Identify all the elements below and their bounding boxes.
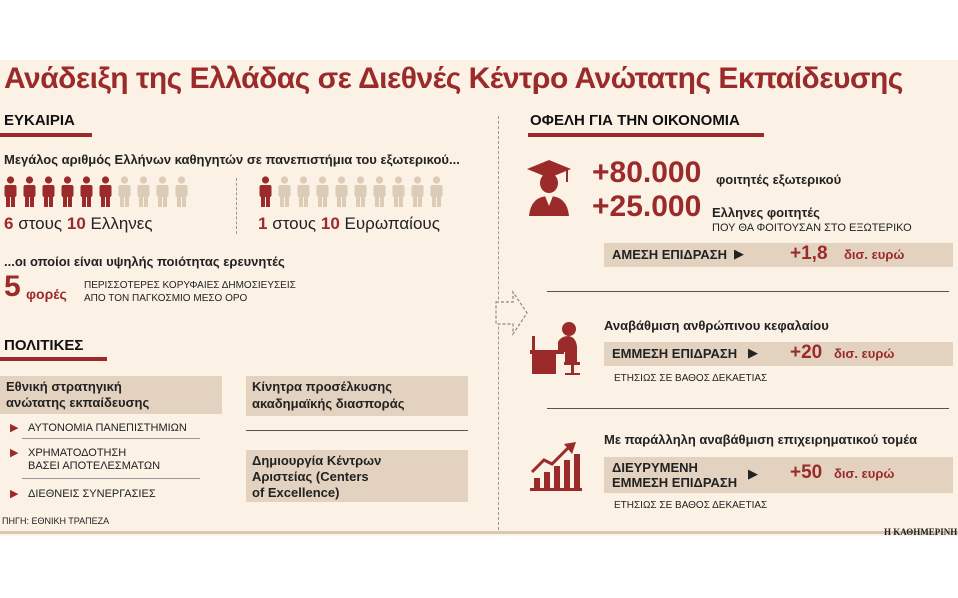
direct-impact-unit: δισ. ευρώ (844, 247, 905, 262)
direct-impact-value: +1,8 (790, 243, 828, 264)
section-heading-ofeli: ΟΦΕΛΗ ΓΙΑ ΤΗΝ ΟΙΚΟΝΟΜΙΑ (530, 112, 740, 129)
person-highlighted-icon (3, 176, 18, 208)
europeans-label: Ευρωπαίους (344, 214, 440, 233)
researchers-text: ...οι οποίοι είναι υψηλής ποιότητας ερευνητές (4, 254, 285, 269)
person-highlighted-icon (41, 176, 56, 208)
page-title: Ανάδειξη της Ελλάδας σε Διεθνές Κέντρο Ανώτατης Εκπαίδευσης (4, 62, 903, 95)
policy-item-autonomy: ΑΥΤΟΝΟΜΙΑ ΠΑΝΕΠΙΣΤΗΜΙΩΝ (28, 422, 187, 434)
section-heading-eykairia: ΕΥΚΑΙΡΙΑ (4, 112, 75, 129)
human-capital-title: Αναβάθμιση ανθρώπινου κεφαλαίου (604, 318, 829, 333)
person-icon (353, 176, 368, 208)
greeks-mid: στους (18, 214, 63, 233)
foreign-students-num: +80.000 (592, 156, 702, 189)
source-note: ΠΗΓΗ: ΕΘΝΙΚΗ ΤΡΑΠΕΖΑ (2, 516, 110, 526)
policy-item-funding-line2: ΒΑΣΕΙ ΑΠΟΤΕΛΕΣΜΑΤΩΝ (28, 460, 161, 472)
person-icon (174, 176, 189, 208)
impact-arrow-icon: ▶ (748, 466, 758, 481)
ofeli-divider (547, 408, 949, 409)
person-highlighted-icon (22, 176, 37, 208)
greeks-label: Ελληνες (90, 214, 153, 233)
growth-chart-icon (530, 440, 582, 492)
europeans-people-row (258, 176, 444, 208)
person-highlighted-icon (60, 176, 75, 208)
section-rule-eykairia (0, 133, 92, 137)
extended-impact-sub: ΕΤΗΣΙΩΣ ΣΕ ΒΑΘΟΣ ΔΕΚΑΕΤΙΑΣ (614, 500, 768, 511)
desk-worker-icon (528, 318, 588, 378)
person-icon (117, 176, 132, 208)
foreign-students-label: φοιτητές εξωτερικού (716, 172, 842, 187)
person-highlighted-icon (258, 176, 273, 208)
person-highlighted-icon (79, 176, 94, 208)
policy-item-divider (22, 438, 200, 439)
europeans-num: 1 (258, 214, 268, 233)
greek-students-sub: ΠΟΥ ΘΑ ΦΟΙΤΟΥΣΑΝ ΣΤΟ ΕΞΩΤΕΡΙΚΟ (712, 222, 912, 234)
direct-impact-label: ΑΜΕΣΗ ΕΠΙΔΡΑΣΗ (612, 247, 727, 262)
extended-impact-line1: ΔΙΕΥΡΥΜΕΝΗ (612, 460, 698, 475)
politikes-divider (246, 430, 468, 431)
greek-students-num: +25.000 (592, 190, 702, 223)
greeks-ratio (4, 214, 153, 234)
person-icon (296, 176, 311, 208)
greek-students-label: Ελληνες φοιτητές (712, 205, 820, 220)
incentives-box (246, 376, 468, 416)
extended-impact-box (604, 457, 953, 493)
person-icon (410, 176, 425, 208)
indirect-impact-sub: ΕΤΗΣΙΩΣ ΣΕ ΒΑΘΟΣ ΔΕΚΑΕΤΙΑΣ (614, 373, 768, 384)
person-icon (277, 176, 292, 208)
indirect-impact-value: +20 (790, 342, 823, 363)
flow-arrow-icon (495, 290, 529, 336)
person-icon (391, 176, 406, 208)
extended-impact-value: +50 (790, 462, 823, 483)
direct-impact-box (604, 243, 953, 267)
incentives-line1: Κίνητρα προσέλκυσης (252, 379, 392, 394)
indirect-impact-box (604, 342, 953, 366)
greeks-den: 10 (66, 214, 86, 233)
bullet-arrow-icon: ▶ (10, 488, 19, 500)
section-rule-ofeli (528, 133, 764, 137)
business-title: Με παράλληλη αναβάθμιση επιχειρηματικού τομέα (604, 432, 918, 447)
policy-item-cooperation: ΔΙΕΘΝΕΙΣ ΣΥΝΕΡΓΑΣΙΕΣ (28, 488, 156, 500)
centers-line2: Αριστείας (Centers (252, 469, 369, 484)
indirect-impact-unit: δισ. ευρώ (834, 346, 895, 361)
graduate-icon (525, 158, 573, 218)
policy-item-divider (22, 478, 200, 479)
centers-line1: Δημιουργία Κέντρων (252, 453, 382, 468)
people-divider (236, 178, 237, 234)
centers-box (246, 450, 468, 502)
bullet-arrow-icon: ▶ (10, 447, 19, 459)
person-icon (334, 176, 349, 208)
bottom-rule (0, 531, 958, 534)
extended-impact-line2: ΕΜΜΕΣΗ ΕΠΙΔΡΑΣΗ (612, 475, 738, 490)
person-highlighted-icon (98, 176, 113, 208)
section-heading-politikes: ΠΟΛΙΤΙΚΕΣ (4, 337, 84, 354)
impact-arrow-icon: ▶ (734, 246, 744, 261)
centers-line3: of Excellence) (252, 485, 340, 500)
person-icon (136, 176, 151, 208)
europeans-mid: στους (272, 214, 317, 233)
person-icon (155, 176, 170, 208)
section-rule-politikes (0, 357, 107, 361)
times-word: φορές (26, 286, 67, 302)
europeans-ratio (258, 214, 440, 234)
ofeli-divider (547, 291, 949, 292)
greeks-num: 6 (4, 214, 14, 233)
strategy-box (0, 376, 222, 414)
times-line1: ΠΕΡΙΣΣΟΤΕΡΕΣ ΚΟΡΥΦΑΙΕΣ ΔΗΜΟΣΙΕΥΣΕΙΣ (84, 280, 296, 291)
bullet-arrow-icon: ▶ (10, 422, 19, 434)
incentives-line2: ακαδημαϊκής διασποράς (252, 396, 405, 411)
strategy-line1: Εθνική στρατηγική (6, 379, 122, 394)
person-icon (315, 176, 330, 208)
credit-logo: Η ΚΑΘΗΜΕΡΙΝΗ (884, 527, 958, 537)
person-icon (429, 176, 444, 208)
person-icon (372, 176, 387, 208)
strategy-line2: ανώτατης εκπαίδευσης (6, 395, 150, 410)
impact-arrow-icon: ▶ (748, 345, 758, 360)
eykairia-intro: Μεγάλος αριθμός Ελλήνων καθηγητών σε πανεπιστήμια του εξωτερικού... (4, 152, 460, 167)
greeks-people-row (3, 176, 189, 208)
times-number: 5 (4, 270, 21, 303)
times-line2: ΑΠΟ ΤΟΝ ΠΑΓΚΟΣΜΙΟ ΜΕΣΟ ΟΡΟ (84, 293, 248, 304)
extended-impact-unit: δισ. ευρώ (834, 466, 895, 481)
europeans-den: 10 (320, 214, 340, 233)
indirect-impact-label: ΕΜΜΕΣΗ ΕΠΙΔΡΑΣΗ (612, 346, 738, 361)
policy-item-funding-line1: ΧΡΗΜΑΤΟΔΟΤΗΣΗ (28, 447, 127, 459)
